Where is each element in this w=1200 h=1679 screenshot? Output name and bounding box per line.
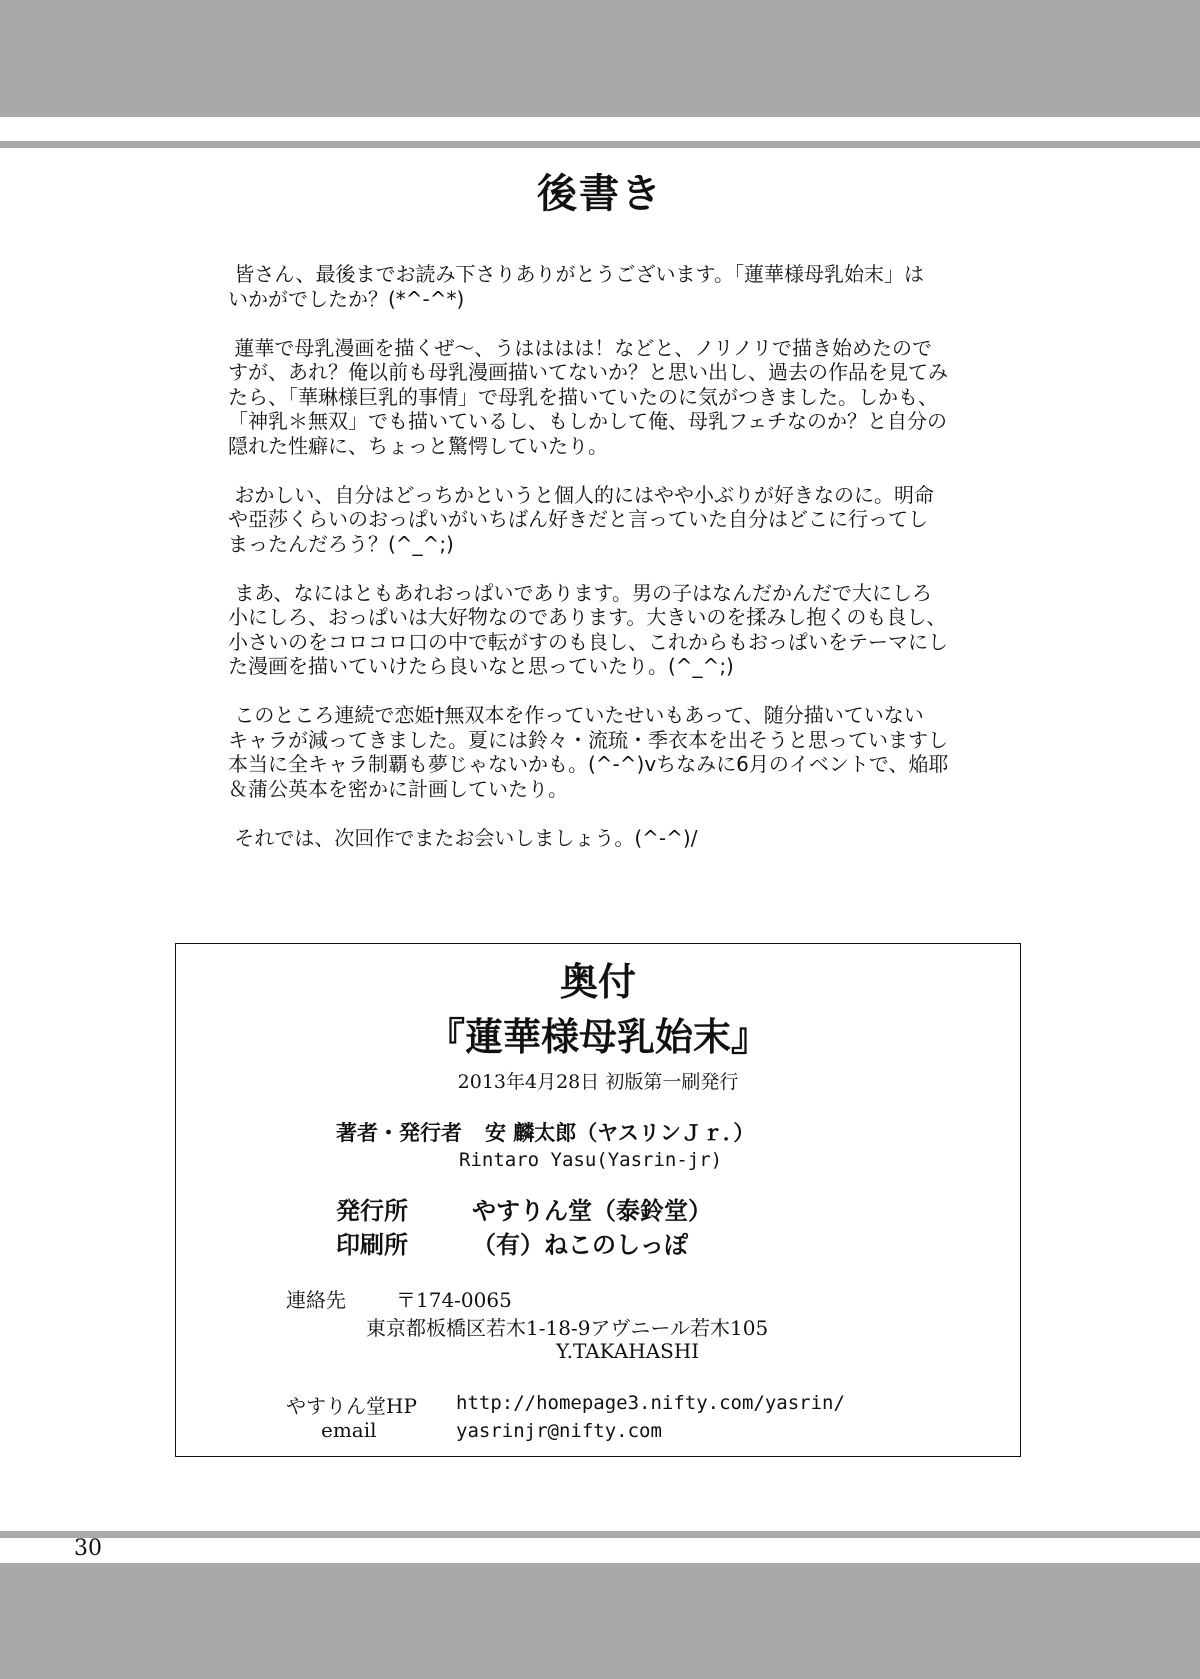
postal-code: 〒174-0065 [396,1288,512,1312]
publication-date: 2013年4月28日 初版第一刷発行 [457,1071,739,1093]
author-label: 著者・発行者 [336,1121,462,1145]
afterword-paragraph-2: 蓮華で母乳漫画を描くぜ〜、うはははは！などと、ノリノリで描き始めたので すが、あれ？俺以前も母乳漫画描いてないか？と思い出し、過去の作品を見てみ たら、「華琳様巨乳的事情」で母乳を描いていたのに気がつきました。しかも、 「神乳＊無双」でも描いているし、もしかして俺、母乳フェチなのか？と自分の 隠れた性癖に、ちょっと驚愕していたり。 [228,335,948,458]
contact-label: 連絡先 [286,1288,346,1312]
colophon-label: 奥付 [559,960,636,1004]
page-number: 30 [74,1536,102,1561]
address: 東京都板橋区若木1-18-9アヴニール若木105 [366,1316,769,1340]
email-address: yasrinjr@nifty.com [456,1420,662,1442]
colophon-box [175,943,1021,1457]
top-gray-band [0,0,1200,117]
printer-name: （有）ねこのしっぽ [472,1231,688,1259]
bottom-gray-band [0,1563,1200,1679]
book-title: 『蓮華様母乳始末』 [426,1015,769,1059]
printer-label: 印刷所 [336,1231,408,1259]
publisher-name: やすりん堂（泰鈴堂） [472,1197,712,1225]
author-romaji: Rintaro Yasu(Yasrin-jr) [459,1149,723,1171]
bottom-rule [0,1531,1200,1538]
afterword-paragraph-3: おかしい、自分はどっちかというと個人的にはやや小ぶりが好きなのに。明命 や亞莎くらいのおっぱいがいちばん好きだと言っていた自分はどこに行ってし まったんだろう？(^_^;) [228,482,934,556]
email-label: email [321,1418,377,1442]
author-name: 安 麟太郎（ヤスリンＪｒ．） [485,1121,755,1145]
homepage-label: やすりん堂HP [286,1394,417,1418]
afterword-paragraph-4: まあ、なにはともあれおっぱいであります。男の子はなんだかんだで大にしろ 小にしろ、おっぱいは大好物なのであります。大きいのを揉みし抱くのも良し、 小さいのをコロコロ口の中で転がすのも良し、これからもおっぱいをテーマにし た漫画を描いていけたら良いなと思っていたり。(^_^;) [228,580,948,678]
afterword-paragraph-1: 皆さん、最後までお読み下さりありがとうございます。「蓮華様母乳始末」は いかがでしたか？(*^-^*) [228,262,924,311]
afterword-paragraph-6: それでは、次回作でまたお会いしましょう。(^-^)/ [234,825,698,850]
afterword-body [228,262,968,875]
top-rule [0,141,1200,148]
afterword-paragraph-5: このところ連続で恋姫†無双本を作っていたせいもあって、随分描いていない キャラが減ってきました。夏には鈴々・流琉・季衣本を出そうと思っていますし 本当に全キャラ制覇も夢じゃないかも。(^-^)vちなみに6月のイベントで、焔耶 ＆蒲公英本を密かに計画していたり。 [228,703,949,801]
afterword-title: 後書き [537,171,663,217]
homepage-url: http://homepage3.nifty.com/yasrin/ [456,1392,845,1414]
contact-name: Y.TAKAHASHI [556,1339,700,1363]
publisher-label: 発行所 [336,1197,408,1225]
